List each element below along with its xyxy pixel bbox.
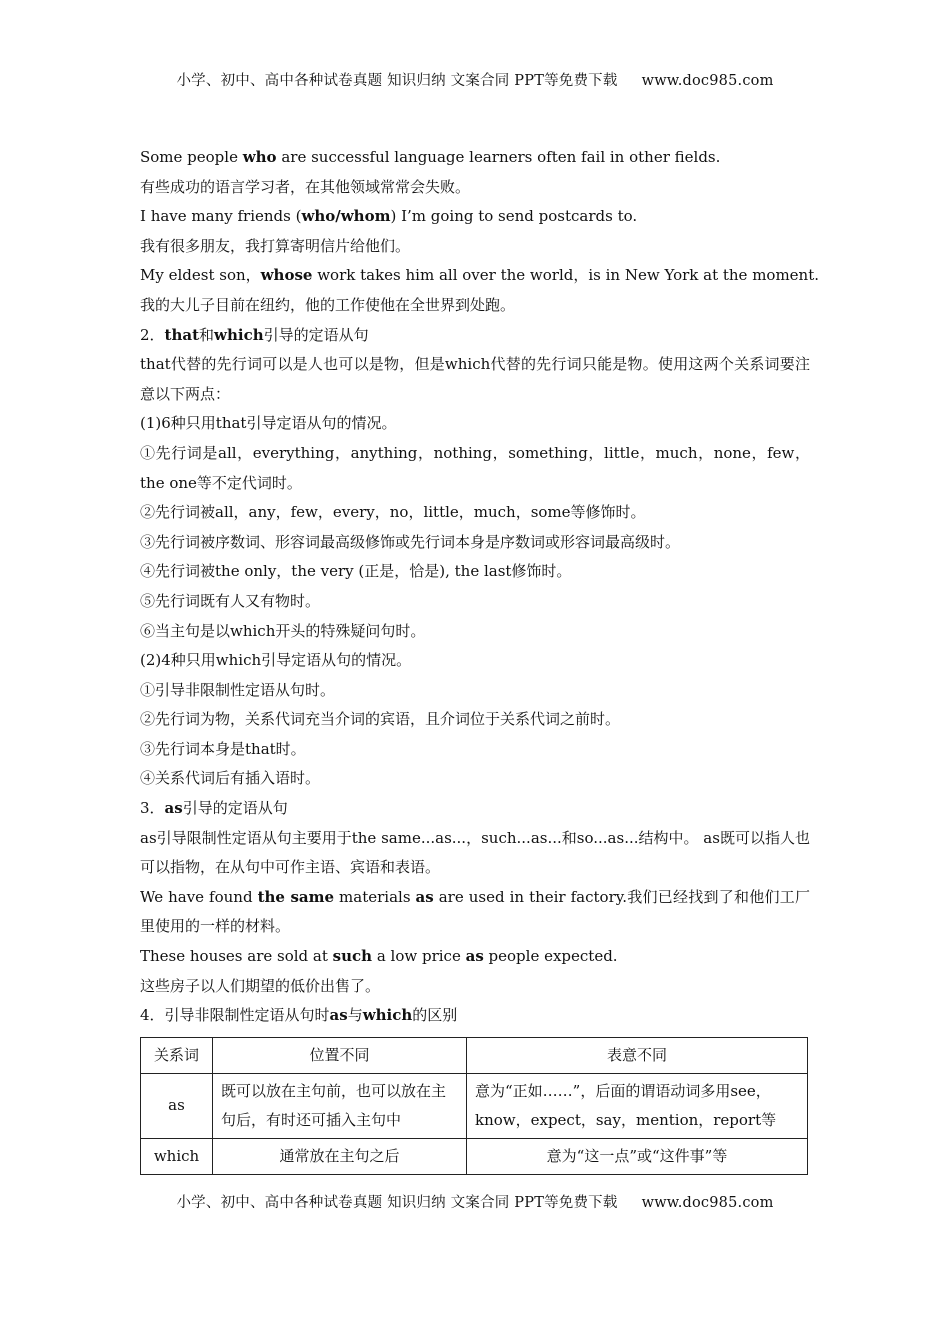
text-run-bold: the same bbox=[257, 887, 335, 906]
heading-number: 3． bbox=[140, 799, 165, 818]
table-header-row bbox=[141, 1037, 808, 1073]
table-cell: 意为“正如……”，后面的谓语动词多用see，know，expect，say，mention，report等 bbox=[467, 1073, 808, 1138]
text-run-bold: such bbox=[332, 947, 373, 966]
list-item: ②先行词被all，any，few，every，no，little，much，some等修饰时。 bbox=[140, 503, 646, 522]
example-translation: 这些房子以人们期望的低价出售了。 bbox=[140, 976, 381, 995]
section-heading-3 bbox=[140, 794, 810, 824]
header-text: 小学、初中、高中各种试卷真题 知识归纳 文案合同 PPT等免费下载 bbox=[176, 73, 618, 89]
page-header bbox=[0, 69, 950, 90]
table-cell: 通常放在主句之后 bbox=[213, 1138, 467, 1174]
example-sentence bbox=[140, 261, 820, 291]
text-run: 和 bbox=[199, 325, 215, 344]
example-translation: 我有很多朋友，我打算寄明信片给他们。 bbox=[140, 236, 411, 255]
table-header-cell: 关系词 bbox=[141, 1037, 213, 1073]
list-item: ③先行词被序数词、形容词最高级修饰或先行词本身是序数词或形容词最高级时。 bbox=[140, 532, 681, 551]
text-run: ) I’m going to send postcards to. bbox=[390, 207, 638, 226]
list-item: ⑤先行词既有人又有物时。 bbox=[140, 591, 321, 610]
list-item: ②先行词为物，关系代词充当介词的宾语，且介词位于关系代词之前时。 bbox=[140, 710, 621, 729]
text-run-bold: which bbox=[362, 1006, 413, 1025]
table-row bbox=[141, 1138, 808, 1174]
text-run: I have many friends ( bbox=[140, 207, 302, 226]
text-run: are used in their factory.我们已经找到了和他们工厂里使用的一样的材料。 bbox=[140, 887, 810, 936]
page-footer bbox=[0, 1191, 950, 1212]
text-run: work takes him all over the world，is in New York at the moment. bbox=[312, 266, 820, 285]
text-run: people expected. bbox=[483, 947, 618, 966]
list-item: ⑥当主句是以which开头的特殊疑问句时。 bbox=[140, 621, 426, 640]
text-run-bold: as bbox=[465, 947, 484, 966]
footer-text: 小学、初中、高中各种试卷真题 知识归纳 文案合同 PPT等免费下载 bbox=[176, 1195, 618, 1211]
heading-number: 2． bbox=[140, 325, 165, 344]
comparison-table bbox=[140, 1037, 808, 1175]
example-sentence bbox=[140, 202, 810, 232]
paragraph: as引导限制性定语从句主要用于the same...as...，such...as...和so...as...结构中。 as既可以指人也可以指物，在从句中可作主语、宾语和表语。 bbox=[140, 828, 810, 877]
example-translation: 有些成功的语言学习者，在其他领域常常会失败。 bbox=[140, 177, 471, 196]
example-translation: 我的大儿子目前在纽约，他的工作使他在全世界到处跑。 bbox=[140, 295, 516, 314]
paragraph: that代替的先行词可以是人也可以是物，但是which代替的先行词只能是物。使用这两个关系词要注意以下两点： bbox=[140, 355, 810, 403]
table-row bbox=[141, 1073, 808, 1138]
table-cell: 既可以放在主句前，也可以放在主句后，有时还可插入主句中 bbox=[213, 1073, 467, 1138]
text-run: Some people bbox=[140, 148, 243, 166]
table-cell: which bbox=[141, 1138, 213, 1174]
text-run: My eldest son， bbox=[140, 266, 261, 285]
list-item: ①引导非限制性定语从句时。 bbox=[140, 680, 336, 699]
text-run-bold: as bbox=[415, 887, 434, 906]
text-run: 引导的定语从句 bbox=[182, 799, 288, 818]
document-body bbox=[140, 143, 820, 1175]
example-sentence bbox=[140, 143, 810, 173]
text-run: a low price bbox=[372, 947, 466, 966]
text-run: 4．引导非限制性定语从句时 bbox=[140, 1006, 330, 1025]
list-item: ①先行词是all，everything，anything，nothing，something，little，much，none，few，the one等不定代词时。 bbox=[140, 443, 810, 492]
text-run-bold: as bbox=[329, 1006, 348, 1025]
table-cell: as bbox=[141, 1073, 213, 1138]
footer-url[interactable]: www.doc985.com bbox=[641, 1195, 774, 1211]
list-item: ④先行词被the only，the very (正是，恰是), the last修饰时。 bbox=[140, 562, 572, 581]
table-header-cell: 位置不同 bbox=[213, 1037, 467, 1073]
text-run-bold: as bbox=[164, 799, 183, 818]
text-run-bold: which bbox=[214, 325, 264, 344]
text-run: are successful language learners often fail in other fields. bbox=[276, 148, 721, 166]
text-run-bold: whose bbox=[260, 266, 313, 285]
text-run-bold: that bbox=[164, 325, 200, 344]
text-run: These houses are sold at bbox=[140, 947, 333, 966]
subsection-title: (2)4种只用which引导定语从句的情况。 bbox=[140, 651, 412, 670]
example-sentence bbox=[140, 883, 810, 942]
text-run-bold: who bbox=[242, 148, 277, 166]
text-run: 引导的定语从句 bbox=[263, 325, 369, 344]
text-run: materials bbox=[334, 887, 416, 906]
section-heading-2 bbox=[140, 321, 810, 351]
list-item: ④关系代词后有插入语时。 bbox=[140, 769, 321, 788]
example-sentence bbox=[140, 942, 810, 972]
table-cell: 意为“这一点”或“这件事”等 bbox=[467, 1138, 808, 1174]
text-run-bold: who/whom bbox=[301, 207, 391, 226]
text-run: 与 bbox=[347, 1006, 363, 1025]
text-run: 的区别 bbox=[412, 1006, 458, 1025]
text-run: We have found bbox=[140, 887, 258, 906]
list-item: ③先行词本身是that时。 bbox=[140, 739, 306, 758]
header-url[interactable]: www.doc985.com bbox=[641, 73, 774, 89]
section-heading-4 bbox=[140, 1001, 810, 1031]
table-header-cell: 表意不同 bbox=[467, 1037, 808, 1073]
subsection-title: (1)6种只用that引导定语从句的情况。 bbox=[140, 414, 397, 433]
